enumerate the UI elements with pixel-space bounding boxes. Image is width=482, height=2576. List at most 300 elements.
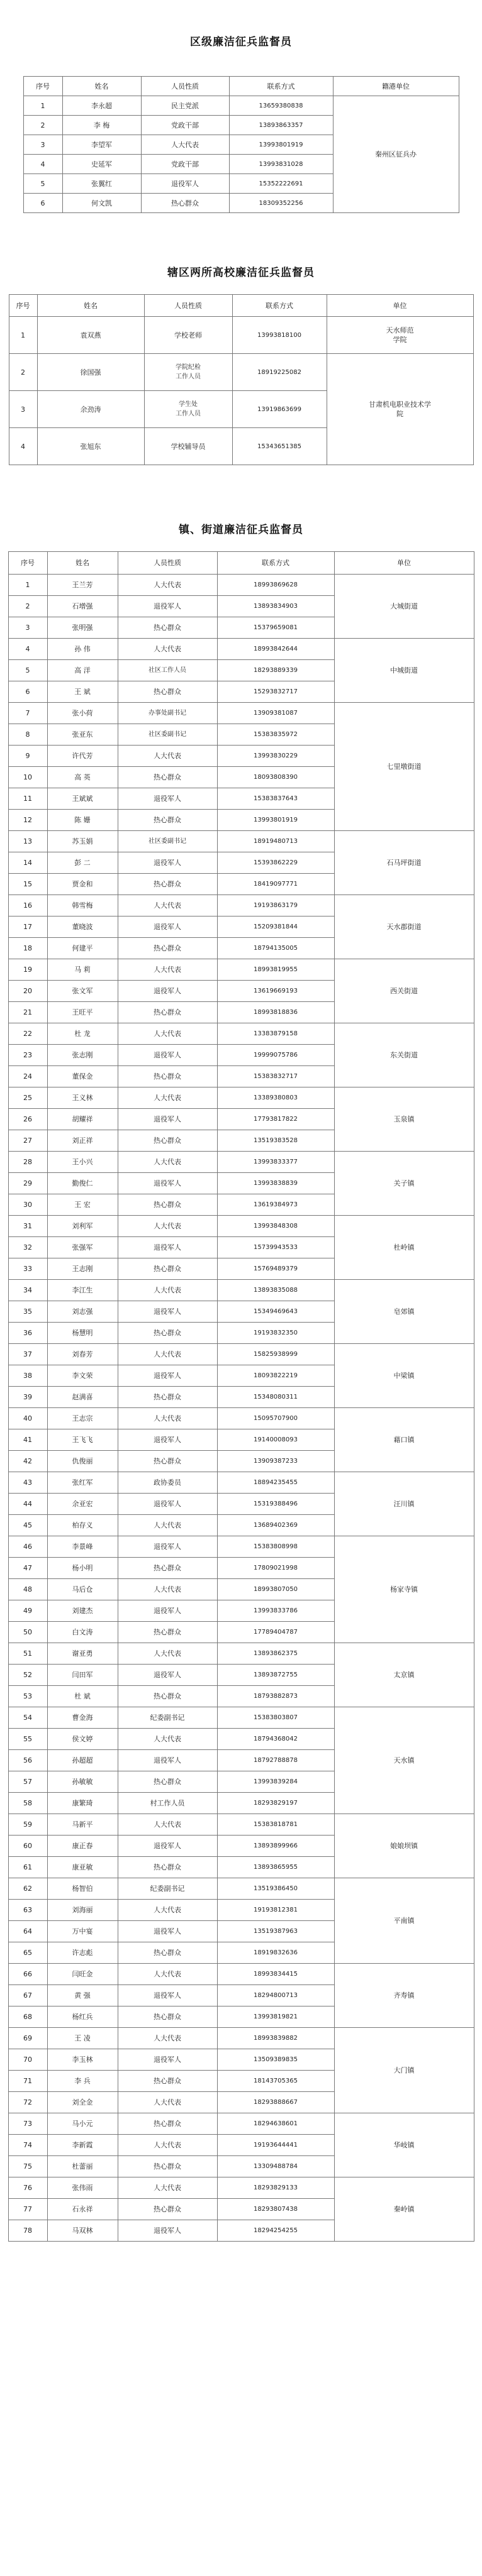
row-number: 2 xyxy=(23,116,62,135)
person-name: 马 莉 xyxy=(47,959,118,981)
row-number: 49 xyxy=(8,1600,47,1622)
person-name: 刘志强 xyxy=(47,1301,118,1323)
person-name: 刘海丽 xyxy=(47,1900,118,1921)
person-name: 高 英 xyxy=(47,767,118,788)
header-row xyxy=(23,77,459,96)
person-role: 人大代表 xyxy=(141,135,229,155)
phone-number: 13893899966 xyxy=(217,1836,334,1857)
row-number: 69 xyxy=(8,2028,47,2049)
phone-number: 18293807438 xyxy=(217,2199,334,2220)
section-title: 区级廉洁征兵监督员 xyxy=(190,36,292,48)
table-row xyxy=(8,1023,474,1045)
phone-number: 18093822219 xyxy=(217,1365,334,1387)
person-role: 退役军人 xyxy=(118,1600,217,1622)
person-role: 学院纪检 工作人员 xyxy=(144,354,232,391)
phone-number: 18792788878 xyxy=(217,1750,334,1771)
person-name: 马小元 xyxy=(47,2113,118,2135)
row-number: 1 xyxy=(23,96,62,116)
table-row xyxy=(8,2113,474,2135)
row-number: 22 xyxy=(8,1023,47,1045)
phone-number: 19140008093 xyxy=(217,1429,334,1451)
row-number: 62 xyxy=(8,1878,47,1900)
person-role: 热心群众 xyxy=(118,1258,217,1280)
table-row xyxy=(8,1536,474,1558)
table-row xyxy=(8,1472,474,1494)
person-name: 杜蕾丽 xyxy=(47,2156,118,2177)
phone-number: 13893865955 xyxy=(217,1857,334,1878)
column-header: 人员性质 xyxy=(144,295,232,317)
table-row xyxy=(8,1408,474,1429)
person-role: 热心群众 xyxy=(118,938,217,959)
person-name: 石永祥 xyxy=(47,2199,118,2220)
phone-number: 13993831028 xyxy=(229,155,333,174)
person-name: 仇俊丽 xyxy=(47,1451,118,1472)
phone-number: 17809021998 xyxy=(217,1558,334,1579)
phone-number: 18993807050 xyxy=(217,1579,334,1600)
unit-cell: 平南镇 xyxy=(334,1878,474,1964)
person-name: 张旭东 xyxy=(37,428,144,465)
column-header: 人员性质 xyxy=(118,552,217,575)
row-number: 18 xyxy=(8,938,47,959)
phone-number: 18793882873 xyxy=(217,1686,334,1707)
phone-number: 13909387233 xyxy=(217,1451,334,1472)
person-role: 退役军人 xyxy=(141,174,229,194)
phone-number: 18293829133 xyxy=(217,2177,334,2199)
unit-cell: 藉口镇 xyxy=(334,1408,474,1472)
person-role: 热心群众 xyxy=(118,1130,217,1152)
row-number: 47 xyxy=(8,1558,47,1579)
row-number: 29 xyxy=(8,1173,47,1194)
person-role: 热心群众 xyxy=(118,1622,217,1643)
person-role: 纪委副书记 xyxy=(118,1707,217,1729)
phone-number: 18993842644 xyxy=(217,639,334,660)
person-name: 黄 强 xyxy=(47,1985,118,2006)
person-role: 退役军人 xyxy=(118,596,217,617)
row-number: 53 xyxy=(8,1686,47,1707)
unit-cell: 中梁镇 xyxy=(334,1344,474,1408)
person-role: 退役军人 xyxy=(118,2220,217,2242)
row-number: 1 xyxy=(8,575,47,596)
row-number: 5 xyxy=(23,174,62,194)
person-name: 勤俊仁 xyxy=(47,1173,118,1194)
unit-cell: 秦州区征兵办 xyxy=(333,96,459,213)
phone-number: 13509389835 xyxy=(217,2049,334,2071)
column-header: 单位 xyxy=(327,295,473,317)
row-number: 4 xyxy=(8,639,47,660)
phone-number: 18293888667 xyxy=(217,2092,334,2113)
person-role: 热心群众 xyxy=(118,1857,217,1878)
person-name: 杜 斌 xyxy=(47,1686,118,1707)
column-header: 姓名 xyxy=(37,295,144,317)
phone-number: 13993838839 xyxy=(217,1173,334,1194)
unit-cell: 西关街道 xyxy=(334,959,474,1023)
row-number: 68 xyxy=(8,2006,47,2028)
phone-number: 19999075786 xyxy=(217,1045,334,1066)
phone-number: 13619669193 xyxy=(217,981,334,1002)
person-name: 高 洋 xyxy=(47,660,118,681)
row-number: 58 xyxy=(8,1793,47,1814)
phone-number: 18993818836 xyxy=(217,1002,334,1023)
phone-number: 15379659081 xyxy=(217,617,334,639)
person-name: 马新平 xyxy=(47,1814,118,1836)
row-number: 4 xyxy=(9,428,37,465)
phone-number: 18143705365 xyxy=(217,2071,334,2092)
phone-number: 13893863357 xyxy=(229,116,333,135)
row-number: 46 xyxy=(8,1536,47,1558)
person-role: 学校老师 xyxy=(144,317,232,354)
person-role: 人大代表 xyxy=(118,575,217,596)
person-name: 白文涛 xyxy=(47,1622,118,1643)
person-name: 王 凌 xyxy=(47,2028,118,2049)
person-role: 热心群众 xyxy=(118,1771,217,1793)
person-name: 苏玉娟 xyxy=(47,831,118,852)
person-role: 人大代表 xyxy=(118,895,217,916)
unit-cell: 秦岭镇 xyxy=(334,2177,474,2242)
person-role: 热心群众 xyxy=(118,1194,217,1216)
row-number: 27 xyxy=(8,1130,47,1152)
person-role: 人大代表 xyxy=(118,1814,217,1836)
person-role: 人大代表 xyxy=(118,1408,217,1429)
row-number: 60 xyxy=(8,1836,47,1857)
phone-number: 15095707900 xyxy=(217,1408,334,1429)
phone-number: 18294254255 xyxy=(217,2220,334,2242)
person-name: 李永超 xyxy=(62,96,141,116)
row-number: 39 xyxy=(8,1387,47,1408)
row-number: 59 xyxy=(8,1814,47,1836)
table-row xyxy=(8,831,474,852)
row-number: 6 xyxy=(23,194,62,213)
row-number: 6 xyxy=(8,681,47,703)
person-role: 热心群众 xyxy=(118,1002,217,1023)
person-name: 柏存义 xyxy=(47,1515,118,1536)
unit-cell: 关子镇 xyxy=(334,1152,474,1216)
phone-number: 13993833377 xyxy=(217,1152,334,1173)
unit-cell: 杜岭镇 xyxy=(334,1216,474,1280)
person-name: 董晓波 xyxy=(47,916,118,938)
person-role: 学校辅导员 xyxy=(144,428,232,465)
column-header: 姓名 xyxy=(62,77,141,96)
table-row xyxy=(8,1344,474,1365)
row-number: 63 xyxy=(8,1900,47,1921)
person-name: 万中宴 xyxy=(47,1921,118,1942)
person-name: 张亚东 xyxy=(47,724,118,746)
phone-number: 13893862375 xyxy=(217,1643,334,1665)
phone-number: 13309488784 xyxy=(217,2156,334,2177)
person-name: 张志刚 xyxy=(47,1045,118,1066)
unit-cell: 杨家寺镇 xyxy=(334,1536,474,1643)
row-number: 40 xyxy=(8,1408,47,1429)
row-number: 67 xyxy=(8,1985,47,2006)
table-row xyxy=(8,1087,474,1109)
person-name: 杜 龙 xyxy=(47,1023,118,1045)
row-number: 4 xyxy=(23,155,62,174)
table-row xyxy=(8,1878,474,1900)
row-number: 30 xyxy=(8,1194,47,1216)
row-number: 45 xyxy=(8,1515,47,1536)
person-name: 石增强 xyxy=(47,596,118,617)
person-role: 热心群众 xyxy=(118,874,217,895)
table-row xyxy=(23,96,459,116)
person-name: 张翼红 xyxy=(62,174,141,194)
phone-number: 15739943533 xyxy=(217,1237,334,1258)
person-name: 余亚宏 xyxy=(47,1494,118,1515)
phone-number: 18293829197 xyxy=(217,1793,334,1814)
person-role: 人大代表 xyxy=(118,2092,217,2113)
phone-number: 18294638601 xyxy=(217,2113,334,2135)
person-name: 胡耀祥 xyxy=(47,1109,118,1130)
person-role: 热心群众 xyxy=(118,1387,217,1408)
person-name: 刘利军 xyxy=(47,1216,118,1237)
person-role: 人大代表 xyxy=(118,2028,217,2049)
row-number: 11 xyxy=(8,788,47,810)
person-name: 李江生 xyxy=(47,1280,118,1301)
phone-number: 18919832636 xyxy=(217,1942,334,1964)
person-name: 袁双燕 xyxy=(37,317,144,354)
row-number: 3 xyxy=(9,391,37,428)
phone-number: 13383879158 xyxy=(217,1023,334,1045)
person-name: 马双林 xyxy=(47,2220,118,2242)
row-number: 20 xyxy=(8,981,47,1002)
phone-number: 18993819955 xyxy=(217,959,334,981)
unit-cell: 汪川镇 xyxy=(334,1472,474,1536)
unit-cell: 华岐镇 xyxy=(334,2113,474,2177)
row-number: 73 xyxy=(8,2113,47,2135)
row-number: 2 xyxy=(9,354,37,391)
header-row xyxy=(9,295,473,317)
person-role: 退役军人 xyxy=(118,1301,217,1323)
table-row xyxy=(8,1814,474,1836)
town-supervisors-section xyxy=(0,520,482,2242)
table-row xyxy=(8,895,474,916)
row-number: 34 xyxy=(8,1280,47,1301)
person-role: 人大代表 xyxy=(118,2177,217,2199)
table-row xyxy=(8,703,474,724)
phone-number: 18309352256 xyxy=(229,194,333,213)
row-number: 24 xyxy=(8,1066,47,1087)
person-role: 人大代表 xyxy=(118,1216,217,1237)
phone-number: 15352222691 xyxy=(229,174,333,194)
row-number: 50 xyxy=(8,1622,47,1643)
table-row xyxy=(8,2177,474,2199)
phone-number: 15319388496 xyxy=(217,1494,334,1515)
row-number: 76 xyxy=(8,2177,47,2199)
person-role: 人大代表 xyxy=(118,639,217,660)
person-role: 人大代表 xyxy=(118,1344,217,1365)
phone-number: 13993848308 xyxy=(217,1216,334,1237)
phone-number: 13893872755 xyxy=(217,1665,334,1686)
phone-number: 13619384973 xyxy=(217,1194,334,1216)
row-number: 61 xyxy=(8,1857,47,1878)
row-number: 66 xyxy=(8,1964,47,1985)
person-name: 刘春芳 xyxy=(47,1344,118,1365)
unit-cell: 齐寿镇 xyxy=(334,1964,474,2028)
person-role: 热心群众 xyxy=(118,2113,217,2135)
table-row xyxy=(8,639,474,660)
row-number: 70 xyxy=(8,2049,47,2071)
person-name: 许志彪 xyxy=(47,1942,118,1964)
person-name: 孙超超 xyxy=(47,1750,118,1771)
row-number: 38 xyxy=(8,1365,47,1387)
person-role: 退役军人 xyxy=(118,1836,217,1857)
row-number: 31 xyxy=(8,1216,47,1237)
person-name: 董保金 xyxy=(47,1066,118,1087)
person-role: 退役军人 xyxy=(118,1109,217,1130)
phone-number: 15383818781 xyxy=(217,1814,334,1836)
person-role: 退役军人 xyxy=(118,1365,217,1387)
person-name: 李望军 xyxy=(62,135,141,155)
person-name: 孙敏敏 xyxy=(47,1771,118,1793)
table-row xyxy=(8,1964,474,1985)
phone-number: 18919480713 xyxy=(217,831,334,852)
person-name: 杨慧明 xyxy=(47,1323,118,1344)
person-role: 村工作人员 xyxy=(118,1793,217,1814)
person-role: 人大代表 xyxy=(118,1152,217,1173)
column-header: 联系方式 xyxy=(232,295,327,317)
person-name: 张小荷 xyxy=(47,703,118,724)
unit-cell: 玉泉镇 xyxy=(334,1087,474,1152)
person-name: 李文荣 xyxy=(47,1365,118,1387)
person-name: 马后仓 xyxy=(47,1579,118,1600)
person-name: 闫田军 xyxy=(47,1665,118,1686)
row-number: 48 xyxy=(8,1579,47,1600)
person-name: 彭 二 xyxy=(47,852,118,874)
column-header: 单位 xyxy=(334,552,474,575)
person-role: 热心群众 xyxy=(118,617,217,639)
column-header: 序号 xyxy=(9,295,37,317)
phone-number: 13993818100 xyxy=(232,317,327,354)
person-role: 人大代表 xyxy=(118,959,217,981)
phone-number: 13893834903 xyxy=(217,596,334,617)
row-number: 3 xyxy=(23,135,62,155)
row-number: 19 xyxy=(8,959,47,981)
person-name: 刘全金 xyxy=(47,2092,118,2113)
person-name: 王义林 xyxy=(47,1087,118,1109)
row-number: 75 xyxy=(8,2156,47,2177)
college-supervisors-section xyxy=(0,263,482,465)
person-role: 社区委副书记 xyxy=(118,724,217,746)
column-header: 人员性质 xyxy=(141,77,229,96)
row-number: 7 xyxy=(8,703,47,724)
person-name: 何建平 xyxy=(47,938,118,959)
person-name: 李新霞 xyxy=(47,2135,118,2156)
phone-number: 13993833786 xyxy=(217,1600,334,1622)
row-number: 16 xyxy=(8,895,47,916)
column-header: 联系方式 xyxy=(229,77,333,96)
column-header: 联系方式 xyxy=(217,552,334,575)
person-role: 人大代表 xyxy=(118,1280,217,1301)
person-role: 热心群众 xyxy=(118,1558,217,1579)
person-name: 闫旺金 xyxy=(47,1964,118,1985)
town-supervisors-table xyxy=(8,551,474,2242)
person-role: 人大代表 xyxy=(118,1579,217,1600)
phone-number: 13659380838 xyxy=(229,96,333,116)
row-number: 41 xyxy=(8,1429,47,1451)
person-role: 热心群众 xyxy=(118,1066,217,1087)
row-number: 65 xyxy=(8,1942,47,1964)
person-name: 许代芳 xyxy=(47,746,118,767)
person-name: 余劲涛 xyxy=(37,391,144,428)
person-name: 李 梅 xyxy=(62,116,141,135)
person-role: 纪委副书记 xyxy=(118,1878,217,1900)
table-row xyxy=(9,317,473,354)
row-number: 32 xyxy=(8,1237,47,1258)
person-name: 康亚敏 xyxy=(47,1857,118,1878)
phone-number: 15769489379 xyxy=(217,1258,334,1280)
row-number: 43 xyxy=(8,1472,47,1494)
person-name: 杨小明 xyxy=(47,1558,118,1579)
phone-number: 15383803807 xyxy=(217,1707,334,1729)
section-title: 辖区两所高校廉洁征兵监督员 xyxy=(167,267,315,279)
table-row xyxy=(8,1216,474,1237)
unit-cell: 东关街道 xyxy=(334,1023,474,1087)
person-role: 退役军人 xyxy=(118,1237,217,1258)
person-name: 杨红兵 xyxy=(47,2006,118,2028)
row-number: 72 xyxy=(8,2092,47,2113)
row-number: 36 xyxy=(8,1323,47,1344)
row-number: 13 xyxy=(8,831,47,852)
person-role: 热心群众 xyxy=(118,767,217,788)
person-name: 张明强 xyxy=(47,617,118,639)
person-name: 史延军 xyxy=(62,155,141,174)
row-number: 77 xyxy=(8,2199,47,2220)
unit-cell: 天水郡街道 xyxy=(334,895,474,959)
person-role: 人大代表 xyxy=(118,1023,217,1045)
phone-number: 13389380803 xyxy=(217,1087,334,1109)
person-role: 学生处 工作人员 xyxy=(144,391,232,428)
phone-number: 15348080311 xyxy=(217,1387,334,1408)
person-name: 张红军 xyxy=(47,1472,118,1494)
row-number: 57 xyxy=(8,1771,47,1793)
person-role: 热心群众 xyxy=(118,810,217,831)
row-number: 21 xyxy=(8,1002,47,1023)
person-name: 孙 伟 xyxy=(47,639,118,660)
column-header: 姓名 xyxy=(47,552,118,575)
person-role: 退役军人 xyxy=(118,1494,217,1515)
phone-number: 13993830229 xyxy=(217,746,334,767)
phone-number: 18993869628 xyxy=(217,575,334,596)
table-row xyxy=(8,1643,474,1665)
row-number: 8 xyxy=(8,724,47,746)
unit-cell: 大城街道 xyxy=(334,575,474,639)
unit-cell: 大门镇 xyxy=(334,2028,474,2113)
unit-cell: 娘娘坝镇 xyxy=(334,1814,474,1878)
phone-number: 15383832717 xyxy=(217,1066,334,1087)
row-number: 74 xyxy=(8,2135,47,2156)
row-number: 56 xyxy=(8,1750,47,1771)
person-name: 王志宗 xyxy=(47,1408,118,1429)
person-role: 退役军人 xyxy=(118,1173,217,1194)
phone-number: 17793817822 xyxy=(217,1109,334,1130)
phone-number: 13993801919 xyxy=(229,135,333,155)
phone-number: 15393862229 xyxy=(217,852,334,874)
person-name: 刘正祥 xyxy=(47,1130,118,1152)
person-role: 政协委员 xyxy=(118,1472,217,1494)
phone-number: 15383835972 xyxy=(217,724,334,746)
unit-cell: 七里墩街道 xyxy=(334,703,474,831)
row-number: 2 xyxy=(8,596,47,617)
person-role: 人大代表 xyxy=(118,1729,217,1750)
row-number: 28 xyxy=(8,1152,47,1173)
phone-number: 13919863699 xyxy=(232,391,327,428)
column-header: 序号 xyxy=(23,77,62,96)
section-title: 镇、街道廉洁征兵监督员 xyxy=(179,524,303,536)
person-role: 退役军人 xyxy=(118,1429,217,1451)
person-role: 社区工作人员 xyxy=(118,660,217,681)
phone-number: 13993839284 xyxy=(217,1771,334,1793)
phone-number: 13993801919 xyxy=(217,810,334,831)
person-role: 热心群众 xyxy=(118,1323,217,1344)
row-number: 42 xyxy=(8,1451,47,1472)
